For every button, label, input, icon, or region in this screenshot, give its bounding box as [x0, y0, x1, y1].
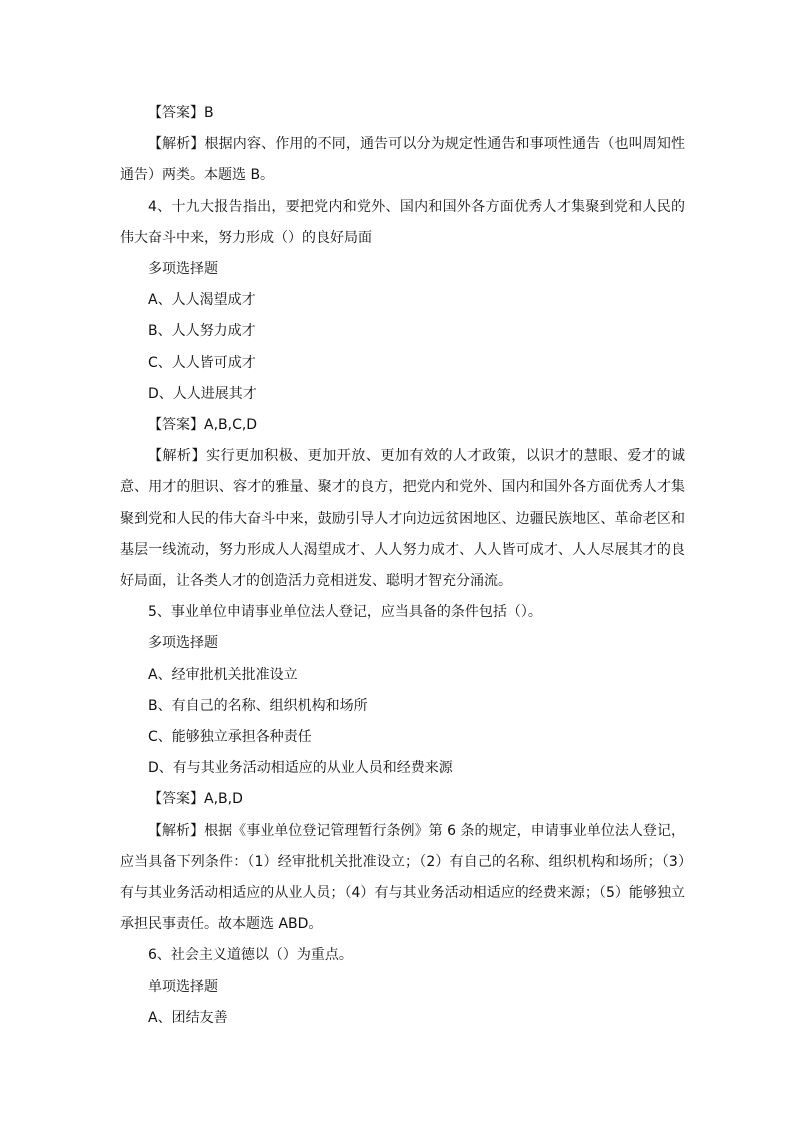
question-type-q5: 多项选择题 [148, 635, 218, 652]
option-a-q6: A、团结友善 [148, 1009, 228, 1026]
option-c-q5: C、能够独立承担各种责任 [148, 729, 312, 746]
option-a-q4: A、人人渴望成才 [148, 292, 256, 309]
explanation-q5: 【解析】根据《事业单位登记管理暂行条例》第 6 条的规定，申请事业单位法人登记，应当具备下列条件：（1）经审批机关批准设立；（2）有自己的名称、组织机构和场所；（3）有与其业务活动相适应的从业人员；（4）有与其业务活动相适应的经费来源；（5）能够独立承担民事责任。故本题选 ABD。 [120, 822, 685, 933]
option-d-q5: D、有与其业务活动相适应的从业人员和经费来源 [148, 760, 453, 777]
option-b-q4: B、人人努力成才 [148, 323, 256, 340]
explanation-q4: 【解析】实行更加积极、更加开放、更加有效的人才政策，以识才的慧眼、爱才的诚意、用才的胆识、容才的雅量、聚才的良方，把党内和党外、国内和国外各方面优秀人才集聚到党和人民的伟大奋斗中来，鼓励引导人才向边远贫困地区、边疆民族地区、革命老区和基层一线流动，努力形成人人渴望成才、人人努力成才、人人皆可成才、人人尽展其才的良好局面，让各类人才的创造活力竞相迸发、聪明才智充分涌流。 [120, 448, 685, 590]
question-type-q6: 单项选择题 [148, 978, 218, 995]
option-c-q4: C、人人皆可成才 [148, 354, 256, 371]
explanation-q3: 【解析】根据内容、作用的不同，通告可以分为规定性通告和事项性通告（也叫周知性通告）两类。本题选 B。 [120, 136, 685, 184]
option-b-q5: B、有自己的名称、组织机构和场所 [148, 697, 368, 714]
answer-q5: 【答案】A,B,D [148, 791, 243, 808]
document-body [120, 98, 685, 1034]
option-d-q4: D、人人进展其才 [148, 385, 257, 402]
answer-q4: 【答案】A,B,C,D [148, 417, 258, 434]
question-type-q4: 多项选择题 [148, 261, 218, 278]
option-a-q5: A、经审批机关批准设立 [148, 666, 298, 683]
question-4: 4、十九大报告指出，要把党内和党外、国内和国外各方面优秀人才集聚到党和人民的伟大奋斗中来，努力形成（）的良好局面 [120, 198, 685, 246]
question-6: 6、社会主义道德以（）为重点。 [148, 947, 353, 964]
answer-q3: 【答案】B [148, 105, 214, 121]
question-5: 5、事业单位申请事业单位法人登记，应当具备的条件包括（）。 [148, 604, 542, 621]
